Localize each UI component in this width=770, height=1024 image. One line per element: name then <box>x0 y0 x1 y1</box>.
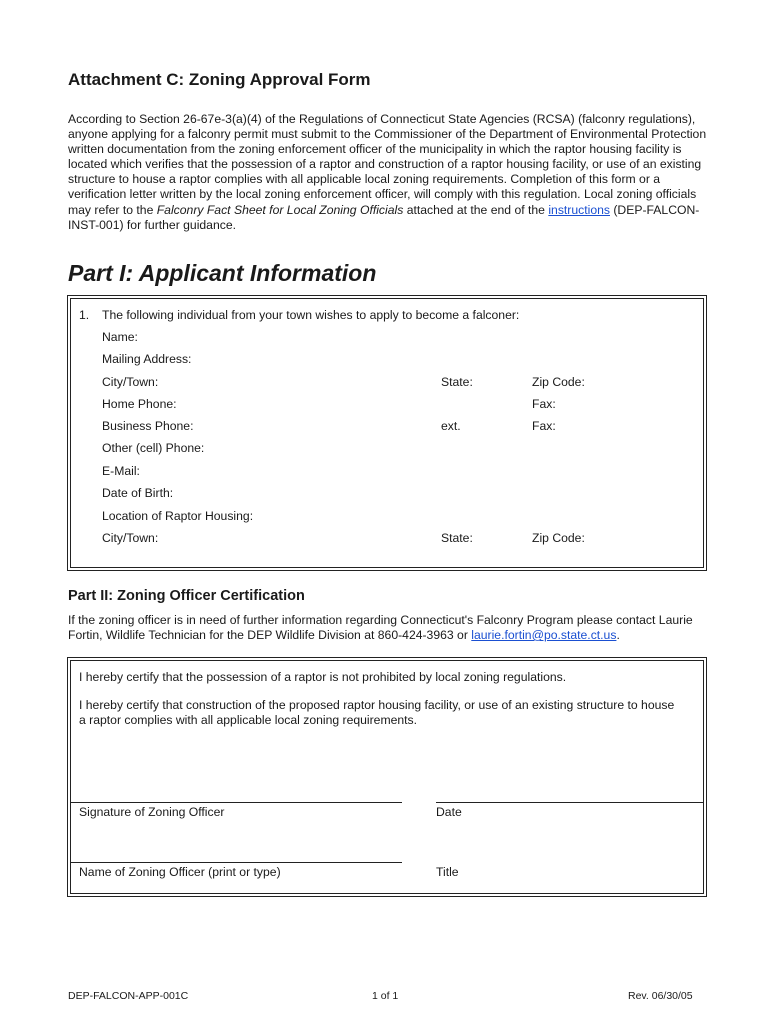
state-label: State: <box>441 375 473 389</box>
raptor-housing-location-label: Location of Raptor Housing: <box>102 509 254 523</box>
officer-title-label: Title <box>436 865 459 879</box>
email-label: E-Mail: <box>102 464 140 478</box>
contact-text: If the zoning officer is in need of further information regarding Connecticut's Falconry Program please contact Laurie Fortin, Wildlife Technician for the DEP Wildlife Division at 860-424-3963 or <box>68 613 693 643</box>
intro-italic-title: Falconry Fact Sheet for Local Zoning Officials <box>156 202 404 217</box>
contact-paragraph <box>68 613 708 643</box>
officer-name-line[interactable] <box>71 862 402 863</box>
signature-label: Signature of Zoning Officer <box>79 805 225 819</box>
certification-statement-1: I hereby certify that the possession of a raptor is not prohibited by local zoning regulations. <box>79 670 567 684</box>
intro-paragraph <box>68 112 708 233</box>
housing-state-label: State: <box>441 531 473 545</box>
date-line[interactable] <box>436 802 703 803</box>
name-field-label: Name: <box>102 330 138 344</box>
part2-title: Part II: Zoning Officer Certification <box>68 588 305 604</box>
contact-end: . <box>616 628 620 643</box>
officer-name-label: Name of Zoning Officer (print or type) <box>79 865 281 879</box>
signature-line[interactable] <box>71 802 402 803</box>
business-fax-label: Fax: <box>532 419 556 433</box>
item-text: The following individual from your town wishes to apply to become a falconer: <box>102 308 520 322</box>
mailing-address-label: Mailing Address: <box>102 352 192 366</box>
intro-text-mid: attached at the end of the <box>403 202 549 217</box>
applicant-info-box <box>70 298 704 568</box>
housing-zip-code-label: Zip Code: <box>532 531 585 545</box>
certification-box <box>70 660 704 894</box>
part1-title: Part I: Applicant Information <box>68 260 377 286</box>
footer-form-id: DEP-FALCON-APP-001C <box>68 990 189 1002</box>
home-phone-label: Home Phone: <box>102 397 177 411</box>
other-phone-label: Other (cell) Phone: <box>102 441 205 455</box>
email-link[interactable]: laurie.fortin@po.state.ct.us <box>471 628 617 643</box>
fax-label: Fax: <box>532 397 556 411</box>
business-phone-label: Business Phone: <box>102 419 194 433</box>
dob-label: Date of Birth: <box>102 486 174 500</box>
page-title: Attachment C: Zoning Approval Form <box>68 70 371 89</box>
intro-text: According to Section 26-67e-3(a)(4) of the Regulations of Connecticut State Agencies (RCSA) (falconry regulations), anyone applying for a falconry permit must submit to the Commissioner of the Department of Environmental Protection written documentation from the zoning enforcement officer of the municipality in which the raptor housing facility is located which verifies that the possession of a raptor and construction of a raptor housing facility, or use of an existing structure to house a raptor complies with all applicable local zoning requirements. Completion of this form or a verification letter written by the local zoning enforcement officer, will comply with this regulation. Local zoning officials may refer to the <box>68 112 707 217</box>
city-town-label: City/Town: <box>102 375 159 389</box>
date-label: Date <box>436 805 462 819</box>
certification-statement-2: I hereby certify that construction of the proposed raptor housing facility, or use of an existing structure to house a raptor complies with all applicable local zoning requirements. <box>79 698 675 728</box>
footer-revision: Rev. 06/30/05 <box>628 990 693 1002</box>
footer-page-number: 1 of 1 <box>372 990 399 1002</box>
intro-text-end: (DEP-FALCON-INST-001) for further guidance. <box>68 202 700 232</box>
housing-city-town-label: City/Town: <box>102 531 159 545</box>
item-number: 1. <box>79 308 90 322</box>
instructions-link[interactable]: instructions <box>548 202 610 217</box>
ext-label: ext. <box>441 419 461 433</box>
zip-code-label: Zip Code: <box>532 375 585 389</box>
